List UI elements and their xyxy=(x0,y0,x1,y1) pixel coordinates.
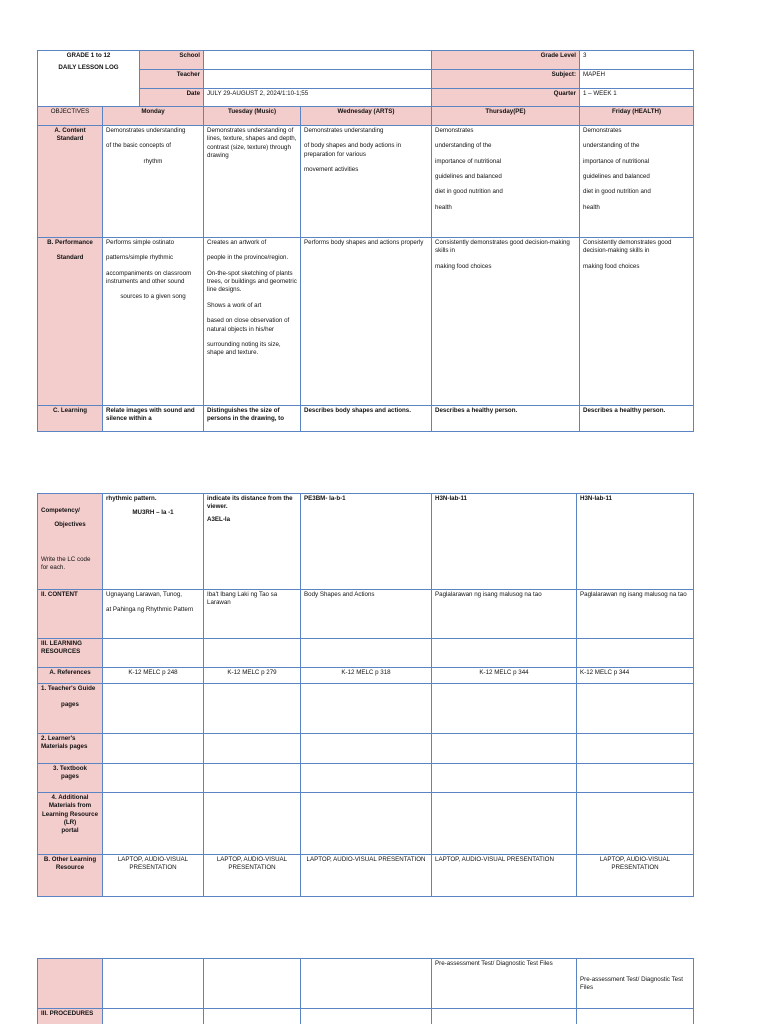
lc-friday-top: Describes a healthy person. xyxy=(580,406,694,432)
other-resource-thursday: LAPTOP, AUDIO-VISUAL PRESENTATION xyxy=(432,855,577,897)
content-label: II. CONTENT xyxy=(38,590,103,639)
references-monday: K-12 MELC p 248 xyxy=(103,668,204,684)
content-tuesday: Iba't Ibang Laki ng Tao sa Larawan xyxy=(204,590,301,639)
grade-level-label: Grade Level xyxy=(432,51,580,70)
lc-monday-code: MU3RH – Ia -1 xyxy=(132,509,174,517)
objectives-header: OBJECTIVES xyxy=(38,107,103,126)
pre-friday-text: Pre-assessment Test/ Diagnostic Test Files xyxy=(580,976,683,992)
friday-header: Friday (HEALTH) xyxy=(580,107,694,126)
lr-wednesday xyxy=(301,639,432,668)
cs-wed-line: of body shapes and body actions in preparation for various xyxy=(304,142,402,158)
lc-monday xyxy=(103,494,204,590)
tg-wednesday xyxy=(301,684,432,734)
grade-range: GRADE 1 to 12 xyxy=(66,52,111,59)
ps-tue-line: based on close observation of natural objects in his/her xyxy=(207,317,290,333)
cs-mon-line: rhythm xyxy=(143,157,163,165)
ps-mon-line: patterns/simple rhythmic xyxy=(106,254,174,262)
content-standard-label xyxy=(38,126,103,238)
lc-friday-code: H3N-Iab-11 xyxy=(577,494,694,590)
lc-label-note: Write the LC code for each. xyxy=(41,555,91,572)
ps-thu-line: Consistently demonstrates good decision-making skills in xyxy=(435,239,570,255)
procedures-label: III. PROCEDURES xyxy=(38,1009,103,1024)
quarter-label: Quarter xyxy=(432,89,580,107)
ps-tue-line: people in the province/region. xyxy=(207,254,289,262)
ps-mon-line: accompaniments on classroom instruments and other sound xyxy=(106,269,192,286)
am-friday xyxy=(577,793,694,855)
monday-header: Monday xyxy=(103,107,204,126)
school-value xyxy=(204,51,432,70)
learning-competency-label xyxy=(38,494,103,590)
learning-competency-label-top: C. Learning xyxy=(38,406,103,432)
am-tuesday xyxy=(204,793,301,855)
lc-thursday-top: Describes a healthy person. xyxy=(432,406,580,432)
cs-fri-line: Demonstrates xyxy=(583,127,622,134)
tb-friday xyxy=(577,764,694,793)
content-mon-line: Ugnayang Larawan, Tunog, xyxy=(106,591,183,598)
performance-standard-thursday xyxy=(432,238,580,406)
pre-tuesday xyxy=(204,959,301,1009)
textbook-label xyxy=(38,764,103,793)
tuesday-header: Tuesday (Music) xyxy=(204,107,301,126)
ps-tue-line: On-the-spot sketching of plants trees, or buildings and geometric line designs. xyxy=(207,269,297,294)
other-resource-label: B. Other Learning Resource xyxy=(38,855,103,897)
cs-fri-line: health xyxy=(583,203,600,211)
performance-standard-monday xyxy=(103,238,204,406)
lm-monday xyxy=(103,734,204,764)
tb-tuesday xyxy=(204,764,301,793)
log-title: DAILY LESSON LOG xyxy=(58,64,119,72)
other-resource-tuesday: LAPTOP, AUDIO-VISUAL PRESENTATION xyxy=(204,855,301,897)
lm-tuesday xyxy=(204,734,301,764)
ps-mon-line: Performs simple ostinato xyxy=(106,239,175,246)
ps-fri-line: Consistently demonstrates good decision-making skills in xyxy=(583,239,672,255)
am-thursday xyxy=(432,793,577,855)
ps-tue-line: Creates an artwork of xyxy=(207,239,267,246)
lm-wednesday xyxy=(301,734,432,764)
procedures-blank-label xyxy=(38,959,103,1009)
content-standard-tuesday: Demonstrates understanding of lines, texture, shapes and depth, contrast (size, texture) through drawing xyxy=(204,126,301,238)
lc-tuesday-top: Distinguishes the size of persons in the drawing, to xyxy=(204,406,301,432)
cs-thu-line: importance of nutritional xyxy=(435,157,502,165)
tg-tuesday xyxy=(204,684,301,734)
cs-thu-line: diet in good nutrition and xyxy=(435,188,503,196)
cs-thu-line: health xyxy=(435,203,452,211)
references-friday: K-12 MELC p 344 xyxy=(577,668,694,684)
ps-tue-line: Shows a work of art xyxy=(207,301,262,309)
tg-label-b: pages xyxy=(61,701,79,709)
ps-mon-line: sources to a given song xyxy=(120,293,186,301)
performance-standard-label-a: B. Performance xyxy=(47,239,93,246)
lc-thursday-code: H3N-Iab-11 xyxy=(432,494,577,590)
cs-fri-line: importance of nutritional xyxy=(583,157,650,165)
lr-friday xyxy=(577,639,694,668)
thursday-header: Thursday(PE) xyxy=(432,107,580,126)
learners-materials-label: 2. Learner's Materials pages xyxy=(38,734,103,764)
lr-tuesday xyxy=(204,639,301,668)
content-standard-label-b: Standard xyxy=(56,135,84,143)
tb-thursday xyxy=(432,764,577,793)
other-resource-monday: LAPTOP, AUDIO-VISUAL PRESENTATION xyxy=(103,855,204,897)
content-standard-label-a: A. Content xyxy=(54,127,86,134)
textbook-label-b: pages xyxy=(61,773,79,781)
am-monday xyxy=(103,793,204,855)
lc-tuesday-code: A3EL-Ia xyxy=(207,515,231,523)
date-value: JULY 29-AUGUST 2, 2024/1:10-1;55 xyxy=(204,89,432,107)
lr-thursday xyxy=(432,639,577,668)
lm-friday xyxy=(577,734,694,764)
cs-fri-line: understanding of the xyxy=(583,142,640,150)
proc-monday xyxy=(103,1009,204,1024)
pre-friday xyxy=(577,959,694,1009)
ps-fri-line: making food choices xyxy=(583,262,640,270)
learning-resources-label: III. LEARNING RESOURCES xyxy=(38,639,103,668)
lr-monday xyxy=(103,639,204,668)
other-resource-friday: LAPTOP, AUDIO-VISUAL PRESENTATION xyxy=(577,855,694,897)
content-standard-wednesday xyxy=(301,126,432,238)
cs-thu-line: understanding of the xyxy=(435,142,492,150)
am-label-a: 4. Additional Materials from Learning Resource (LR) xyxy=(41,794,99,827)
lesson-log-table-page3 xyxy=(37,958,694,1024)
pre-monday xyxy=(103,959,204,1009)
performance-standard-tuesday xyxy=(204,238,301,406)
cs-thu-line: Demonstrates xyxy=(435,127,474,134)
date-label: Date xyxy=(140,89,204,107)
lesson-log-table-page1 xyxy=(37,50,694,432)
content-thursday: Paglalarawan ng isang malusog na tao xyxy=(432,590,577,639)
school-label: School xyxy=(140,51,204,70)
lc-wednesday-top: Describes body shapes and actions. xyxy=(301,406,432,432)
tg-monday xyxy=(103,684,204,734)
content-standard-thursday xyxy=(432,126,580,238)
lc-tuesday-text: indicate its distance from the viewer. xyxy=(207,495,293,511)
cs-fri-line: diet in good nutrition and xyxy=(583,188,651,196)
lc-tuesday xyxy=(204,494,301,590)
references-label: A. References xyxy=(38,668,103,684)
am-label-b: portal xyxy=(61,827,79,835)
content-standard-monday xyxy=(103,126,204,238)
lc-label-b: Objectives xyxy=(54,521,86,529)
cs-thu-line: guidelines and balanced xyxy=(435,173,502,181)
subject-value: MAPEH xyxy=(580,70,694,89)
additional-materials-label xyxy=(38,793,103,855)
references-thursday: K-12 MELC p 344 xyxy=(432,668,577,684)
header-title-block xyxy=(38,51,140,107)
proc-thursday xyxy=(432,1009,577,1024)
performance-standard-friday xyxy=(580,238,694,406)
cs-mon-line: of the basic concepts of xyxy=(106,142,172,150)
wednesday-header: Wednesday (ARTS) xyxy=(301,107,432,126)
lm-thursday xyxy=(432,734,577,764)
ps-tue-line: surrounding noting its size, shape and texture. xyxy=(207,340,281,357)
content-monday xyxy=(103,590,204,639)
teacher-label: Teacher xyxy=(140,70,204,89)
references-tuesday: K-12 MELC p 279 xyxy=(204,668,301,684)
teacher-value xyxy=(204,70,432,89)
tg-label-a: 1. Teacher's Guide xyxy=(41,685,96,692)
tg-friday xyxy=(577,684,694,734)
grade-level-value: 3 xyxy=(580,51,694,70)
lc-monday-text: rhythmic pattern. xyxy=(106,495,157,502)
content-mon-line: at Pahinga ng Rhythmic Pattern xyxy=(106,606,194,614)
lc-monday-top: Relate images with sound and silence within a xyxy=(103,406,204,432)
textbook-label-a: 3. Textbook xyxy=(53,765,87,772)
references-wednesday: K-12 MELC p 318 xyxy=(301,668,432,684)
lesson-log-table-page2 xyxy=(37,493,694,897)
proc-wednesday xyxy=(301,1009,432,1024)
tb-monday xyxy=(103,764,204,793)
cs-mon-line: Demonstrates understanding xyxy=(106,127,186,134)
ps-thu-line: making food choices xyxy=(435,262,492,270)
teachers-guide-label xyxy=(38,684,103,734)
lc-label-a: Competency/ xyxy=(41,507,80,514)
lc-wednesday-code: PE3BM- Ia-b-1 xyxy=(301,494,432,590)
proc-friday xyxy=(577,1009,694,1024)
am-wednesday xyxy=(301,793,432,855)
performance-standard-label-b: Standard xyxy=(56,254,84,262)
pre-wednesday xyxy=(301,959,432,1009)
performance-standard-label xyxy=(38,238,103,406)
content-wednesday: Body Shapes and Actions xyxy=(301,590,432,639)
cs-fri-line: guidelines and balanced xyxy=(583,173,650,181)
content-friday: Paglalarawan ng isang malusog na tao xyxy=(577,590,694,639)
proc-tuesday xyxy=(204,1009,301,1024)
pre-thursday: Pre-assessment Test/ Diagnostic Test Files xyxy=(432,959,577,1009)
quarter-value: 1 – WEEK 1 xyxy=(580,89,694,107)
subject-label: Subject: xyxy=(432,70,580,89)
cs-wed-line: movement activities xyxy=(304,166,359,174)
content-standard-friday xyxy=(580,126,694,238)
other-resource-wednesday: LAPTOP, AUDIO-VISUAL PRESENTATION xyxy=(301,855,432,897)
performance-standard-wednesday: Performs body shapes and actions properly xyxy=(301,238,432,406)
cs-wed-line: Demonstrates understanding xyxy=(304,127,384,134)
tb-wednesday xyxy=(301,764,432,793)
tg-thursday xyxy=(432,684,577,734)
